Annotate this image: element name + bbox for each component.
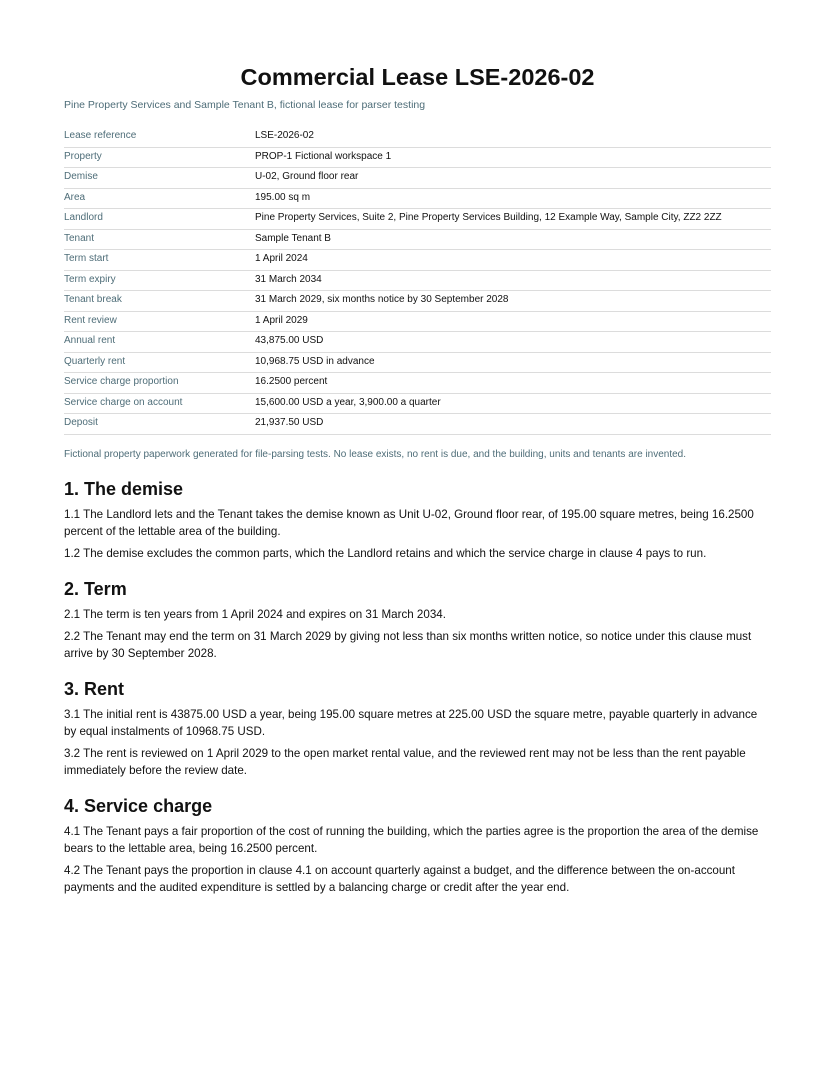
- summary-row: [64, 291, 771, 312]
- summary-label: Tenant break: [64, 291, 255, 312]
- summary-row: [64, 373, 771, 394]
- summary-row: [64, 229, 771, 250]
- summary-label: Term expiry: [64, 270, 255, 291]
- summary-value: Pine Property Services, Suite 2, Pine Property Services Building, 12 Example Way, Sample City, ZZ2 2ZZ: [255, 209, 771, 230]
- summary-row: [64, 270, 771, 291]
- clause: 2.1 The term is ten years from 1 April 2024 and expires on 31 March 2034.: [64, 607, 446, 621]
- summary-row: [64, 147, 771, 168]
- clause: 3.2 The rent is reviewed on 1 April 2029 to the open market rental value, and the reviewed rent may not be less than the rent payable immediately before the review date.: [64, 746, 746, 777]
- summary-label: Service charge on account: [64, 393, 255, 414]
- summary-label: Landlord: [64, 209, 255, 230]
- summary-label: Tenant: [64, 229, 255, 250]
- summary-label: Rent review: [64, 311, 255, 332]
- summary-row: [64, 168, 771, 189]
- section-service-charge: [64, 795, 771, 896]
- lease-summary-table: [64, 127, 771, 435]
- summary-value: U-02, Ground floor rear: [255, 168, 771, 189]
- summary-row: [64, 188, 771, 209]
- summary-label: Service charge proportion: [64, 373, 255, 394]
- summary-value: 31 March 2034: [255, 270, 771, 291]
- section-heading: 4. Service charge: [64, 795, 213, 816]
- summary-value: 15,600.00 USD a year, 3,900.00 a quarter: [255, 393, 771, 414]
- summary-label: Area: [64, 188, 255, 209]
- clause: 4.1 The Tenant pays a fair proportion of the cost of running the building, which the parties agree is the proportion the area of the demise bears to the lettable area, being 16.2500 percent.: [64, 824, 759, 855]
- section-rent: [64, 678, 771, 779]
- summary-label: Annual rent: [64, 332, 255, 353]
- summary-value: 16.2500 percent: [255, 373, 771, 394]
- clause: 4.2 The Tenant pays the proportion in clause 4.1 on account quarterly against a budget, and the difference between the on-account payments and the audited expenditure is settled by a balancing charge or credit after the year end.: [64, 863, 735, 894]
- summary-value: 1 April 2024: [255, 250, 771, 271]
- summary-value: Sample Tenant B: [255, 229, 771, 250]
- clause: 1.1 The Landlord lets and the Tenant takes the demise known as Unit U-02, Ground floor rear, of 195.00 square metres, being 16.2500 percent of the lettable area of the building.: [64, 507, 754, 538]
- summary-value: 43,875.00 USD: [255, 332, 771, 353]
- summary-value: PROP-1 Fictional workspace 1: [255, 147, 771, 168]
- clause: 2.2 The Tenant may end the term on 31 March 2029 by giving not less than six months written notice, so notice under this clause must arrive by 30 September 2028.: [64, 629, 752, 660]
- section-heading: 2. Term: [64, 578, 127, 599]
- summary-value: 1 April 2029: [255, 311, 771, 332]
- summary-label: Quarterly rent: [64, 352, 255, 373]
- document-subtitle: Pine Property Services and Sample Tenant B, fictional lease for parser testing: [64, 99, 426, 111]
- section-demise: [64, 478, 771, 562]
- summary-value: 195.00 sq m: [255, 188, 771, 209]
- summary-value: 31 March 2029, six months notice by 30 September 2028: [255, 291, 771, 312]
- summary-label: Property: [64, 147, 255, 168]
- summary-label: Term start: [64, 250, 255, 271]
- summary-row: [64, 127, 771, 147]
- summary-value: 10,968.75 USD in advance: [255, 352, 771, 373]
- clause: 3.1 The initial rent is 43875.00 USD a year, being 195.00 square metres at 225.00 USD the square metre, payable quarterly in advance by equal instalments of 10968.75 USD.: [64, 707, 758, 738]
- section-heading: 1. The demise: [64, 478, 184, 499]
- summary-row: [64, 393, 771, 414]
- summary-row: [64, 414, 771, 435]
- summary-row: [64, 311, 771, 332]
- summary-row: [64, 332, 771, 353]
- section-term: [64, 578, 771, 662]
- summary-value: LSE-2026-02: [255, 127, 771, 147]
- summary-row: [64, 209, 771, 230]
- summary-row: [64, 352, 771, 373]
- summary-row: [64, 250, 771, 271]
- summary-label: Demise: [64, 168, 255, 189]
- document-title: Commercial Lease LSE-2026-02: [240, 64, 595, 90]
- clause: 1.2 The demise excludes the common parts, which the Landlord retains and which the service charge in clause 4 pays to run.: [64, 546, 707, 560]
- section-heading: 3. Rent: [64, 678, 125, 699]
- fictional-disclaimer: Fictional property paperwork generated for file-parsing tests. No lease exists, no rent is due, and the building, units and tenants are invented.: [64, 448, 687, 460]
- summary-label: Lease reference: [64, 127, 255, 147]
- summary-label: Deposit: [64, 414, 255, 435]
- summary-value: 21,937.50 USD: [255, 414, 771, 435]
